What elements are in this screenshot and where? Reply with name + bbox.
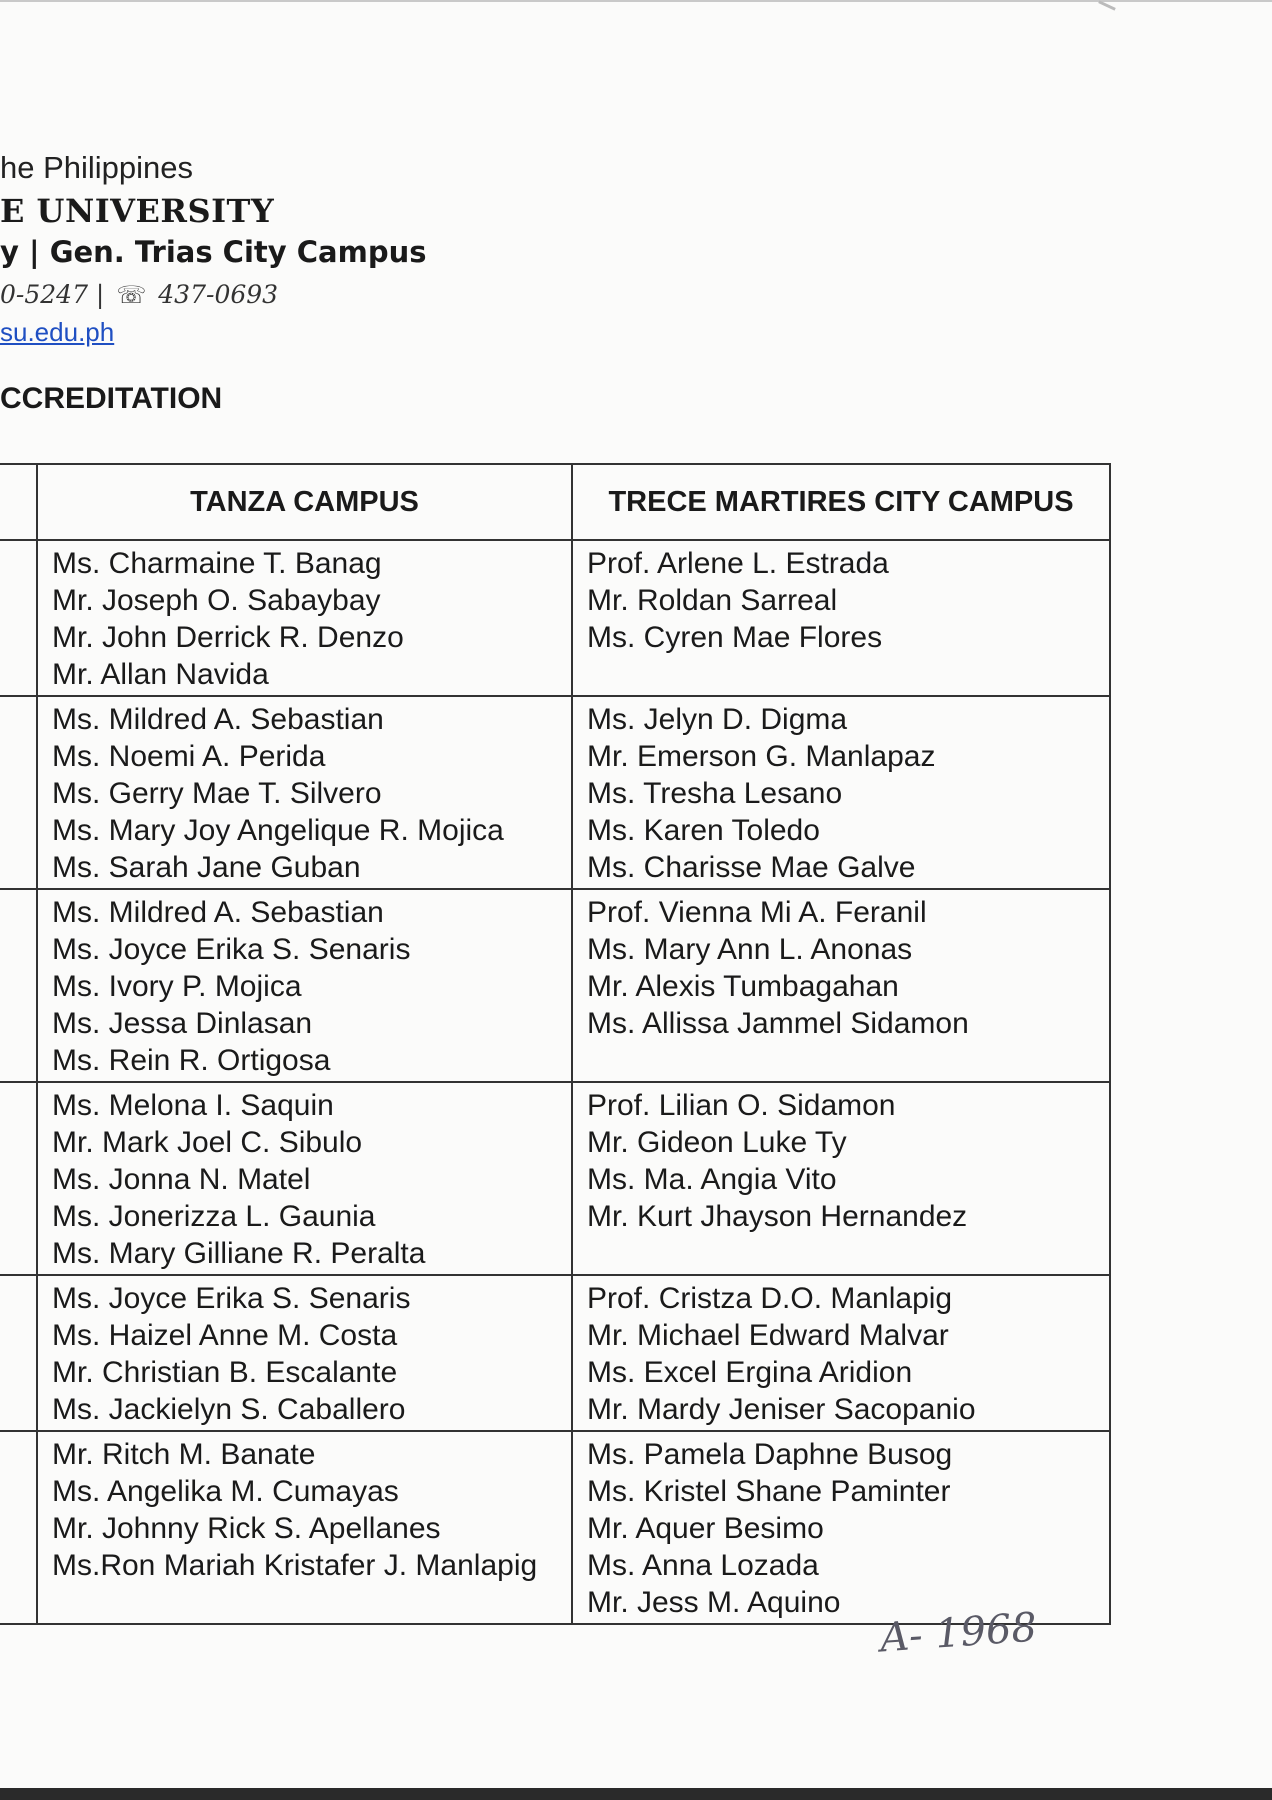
scan-edge-bottom (0, 1788, 1272, 1800)
scan-edge-top (0, 0, 1272, 2)
tanza-member-list (38, 1276, 571, 1430)
list-item: Prof. Lilian O. Sidamon (587, 1089, 896, 1122)
list-item: Mr. Joseph O. Sabaybay (52, 584, 381, 617)
list-item: Ms. Mary Joy Angelique R. Mojica (52, 814, 504, 847)
row-cell-cropped (0, 696, 37, 889)
trece-member-list (573, 890, 1109, 1044)
list-item: Ms. Excel Ergina Aridion (587, 1356, 913, 1389)
header-trece-martires-campus: TRECE MARTIRES CITY CAMPUS (572, 464, 1110, 540)
country-line: he Philippines (0, 150, 194, 185)
trece-member-list (573, 1083, 1109, 1237)
list-item: Mr. Johnny Rick S. Apellanes (52, 1512, 441, 1545)
tanza-member-list (38, 890, 571, 1081)
list-item: Mr. Gideon Luke Ty (587, 1126, 847, 1159)
trece-campus-cell (572, 696, 1110, 889)
list-item: Ms. Angelika M. Cumayas (52, 1475, 399, 1508)
table-row (0, 540, 1110, 696)
table-header-row (0, 464, 1110, 540)
table-body (0, 540, 1110, 1624)
list-item: Ms. Noemi A. Perida (52, 740, 326, 773)
telephone-icon: ☏ (116, 281, 147, 309)
list-item: Prof. Vienna Mi A. Feranil (587, 896, 927, 929)
header-cell-cropped (0, 464, 37, 540)
list-item: Ms. Jackielyn S. Caballero (52, 1393, 406, 1426)
row-cell-cropped (0, 889, 37, 1082)
list-item: Ms. Mildred A. Sebastian (52, 703, 384, 736)
accreditation-roster-table (0, 463, 1111, 1625)
list-item: Mr. Michael Edward Malvar (587, 1319, 949, 1352)
tanza-campus-cell (37, 1275, 572, 1431)
list-item: Ms. Charisse Mae Galve (587, 851, 916, 884)
table-row (0, 696, 1110, 889)
list-item: Ms. Ma. Angia Vito (587, 1163, 837, 1196)
table-row (0, 889, 1110, 1082)
tanza-member-list (38, 541, 571, 695)
row-cell-cropped (0, 1082, 37, 1275)
list-item: Ms. Mary Ann L. Anonas (587, 933, 913, 966)
trece-campus-cell (572, 1431, 1110, 1624)
list-item: Ms. Joyce Erika S. Senaris (52, 1282, 411, 1315)
list-item: Mr. Aquer Besimo (587, 1512, 824, 1545)
list-item: Mr. Kurt Jhayson Hernandez (587, 1200, 968, 1233)
table-row (0, 1431, 1110, 1624)
email-link[interactable]: su.edu.ph (0, 317, 115, 347)
row-cell-cropped (0, 1431, 37, 1624)
list-item: Ms. Melona I. Saquin (52, 1089, 334, 1122)
list-item: Ms. Ivory P. Mojica (52, 970, 302, 1003)
list-item: Ms. Jonna N. Matel (52, 1163, 311, 1196)
tanza-member-list (38, 697, 571, 888)
row-cell-cropped (0, 540, 37, 696)
list-item: Mr. Roldan Sarreal (587, 584, 838, 617)
list-item: Mr. Allan Navida (52, 658, 269, 691)
phone-number-2: 437-0693 (158, 280, 279, 309)
trece-campus-cell (572, 1275, 1110, 1431)
trece-campus-cell (572, 889, 1110, 1082)
handwritten-note: A- 1968 (878, 1604, 1039, 1662)
list-item: Ms. Haizel Anne M. Costa (52, 1319, 398, 1352)
list-item: Ms. Karen Toledo (587, 814, 820, 847)
list-item: Mr. Emerson G. Manlapaz (587, 740, 936, 773)
list-item: Ms. Jessa Dinlasan (52, 1007, 313, 1040)
tanza-campus-cell (37, 1431, 572, 1624)
header-tanza-campus: TANZA CAMPUS (37, 464, 572, 540)
campus-line: y | Gen. Trias City Campus (0, 235, 427, 269)
list-item: Ms. Charmaine T. Banag (52, 547, 382, 580)
list-item: Ms. Jelyn D. Digma (587, 703, 848, 736)
list-item: Ms. Gerry Mae T. Silvero (52, 777, 382, 810)
table-row (0, 1275, 1110, 1431)
phone-number-1: 0-5247 | (0, 280, 105, 309)
list-item: Mr. Ritch M. Banate (52, 1438, 316, 1471)
list-item: Ms.Ron Mariah Kristafer J. Manlapig (52, 1549, 538, 1582)
tanza-campus-cell (37, 1082, 572, 1275)
trece-member-list (573, 1432, 1109, 1623)
list-item: Ms. Rein R. Ortigosa (52, 1044, 331, 1077)
trece-campus-cell (572, 540, 1110, 696)
list-item: Prof. Cristza D.O. Manlapig (587, 1282, 953, 1315)
section-title: CCREDITATION (0, 382, 223, 415)
tanza-campus-cell (37, 696, 572, 889)
tanza-campus-cell (37, 889, 572, 1082)
list-item: Mr. Christian B. Escalante (52, 1356, 398, 1389)
tanza-member-list (38, 1083, 571, 1274)
list-item: Mr. Mark Joel C. Sibulo (52, 1126, 363, 1159)
list-item: Ms. Jonerizza L. Gaunia (52, 1200, 376, 1233)
list-item: Ms. Pamela Daphne Busog (587, 1438, 953, 1471)
trece-member-list (573, 697, 1109, 888)
list-item: Ms. Joyce Erika S. Senaris (52, 933, 411, 966)
list-item: Mr. Mardy Jeniser Sacopanio (587, 1393, 976, 1426)
list-item: Ms. Allissa Jammel Sidamon (587, 1007, 969, 1040)
list-item: Ms. Cyren Mae Flores (587, 621, 883, 654)
list-item: Mr. John Derrick R. Denzo (52, 621, 404, 654)
trece-member-list (573, 1276, 1109, 1430)
table-row (0, 1082, 1110, 1275)
list-item: Prof. Arlene L. Estrada (587, 547, 889, 580)
university-name: E UNIVERSITY (0, 192, 275, 230)
list-item: Mr. Alexis Tumbagahan (587, 970, 899, 1003)
list-item: Ms. Sarah Jane Guban (52, 851, 361, 884)
list-item: Ms. Tresha Lesano (587, 777, 843, 810)
tanza-campus-cell (37, 540, 572, 696)
trece-campus-cell (572, 1082, 1110, 1275)
list-item: Mr. Jess M. Aquino (587, 1586, 841, 1619)
tanza-member-list (38, 1432, 571, 1586)
list-item: Ms. Mildred A. Sebastian (52, 896, 384, 929)
row-cell-cropped (0, 1275, 37, 1431)
list-item: Ms. Mary Gilliane R. Peralta (52, 1237, 426, 1270)
list-item: Ms. Kristel Shane Paminter (587, 1475, 951, 1508)
list-item: Ms. Anna Lozada (587, 1549, 819, 1582)
trece-member-list (573, 541, 1109, 658)
phone-line (0, 280, 278, 309)
